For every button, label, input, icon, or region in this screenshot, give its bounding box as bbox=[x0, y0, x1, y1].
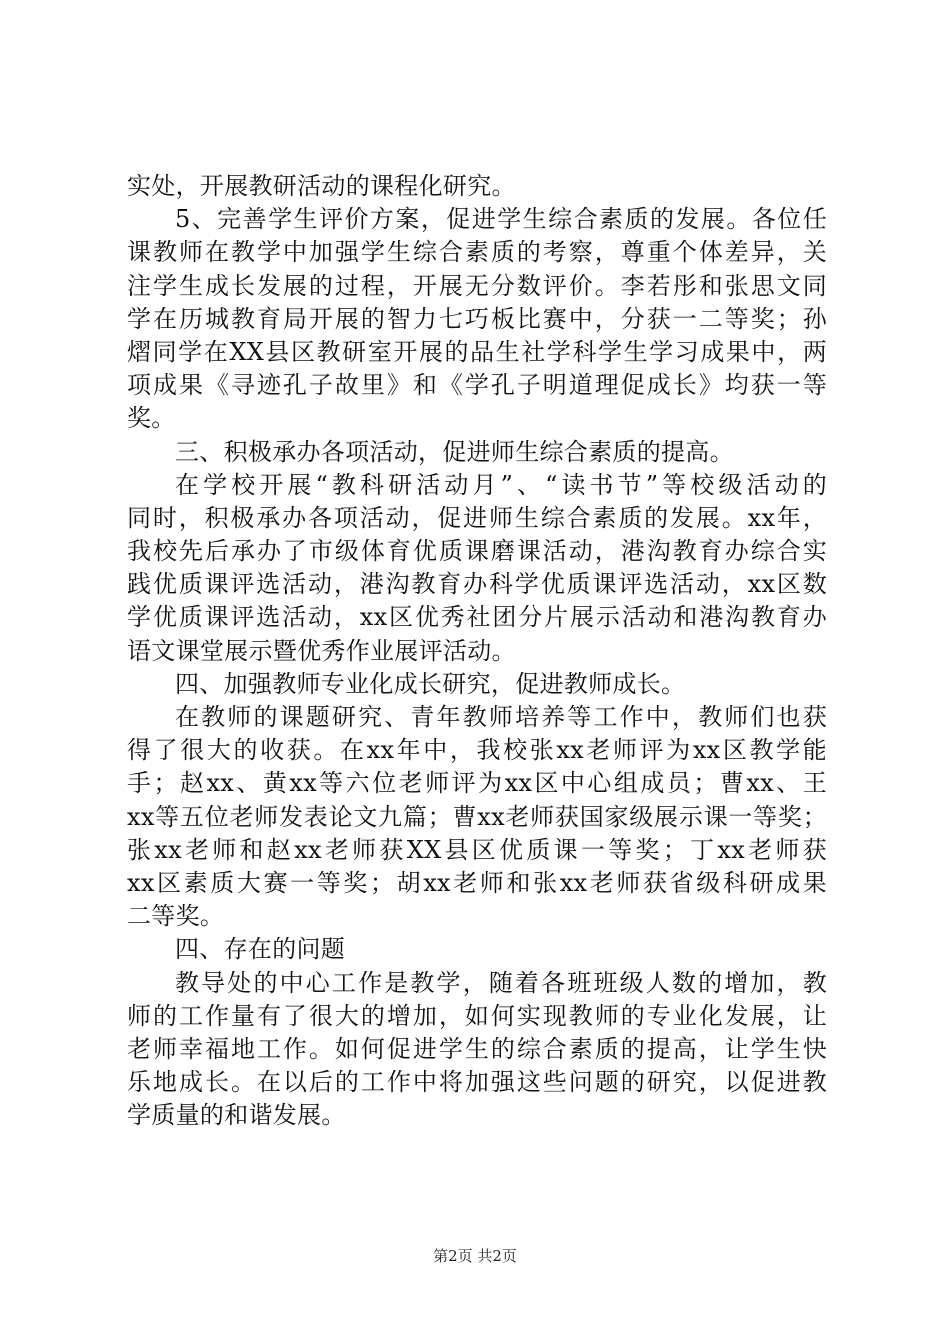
text-line: 课教师在教学中加强学生综合素质的考察，尊重个体差异，关 bbox=[127, 238, 827, 267]
text-line: 践优质课评选活动，港沟教育办科学优质课评选活动，xx区数 bbox=[127, 570, 827, 599]
text-line: 实处，开展教研活动的课程化研究。 bbox=[127, 172, 516, 200]
section-heading: 四、存在的问题 bbox=[175, 935, 346, 964]
text-line: 5、完善学生评价方案，促进学生综合素质的发展。各位任 bbox=[175, 205, 827, 234]
text-line: 在学校开展“教科研活动月”、“读书节”等校级活动的 bbox=[175, 470, 827, 499]
section-heading: 三、积极承办各项活动，促进师生综合素质的提高。 bbox=[175, 437, 734, 466]
section-heading-problems bbox=[127, 933, 827, 966]
text-line: 教导处的中心工作是教学，随着各班班级人数的增加，教 bbox=[175, 968, 827, 997]
text-line: 学在历城教育局开展的智力七巧板比赛中，分获一二等奖；孙 bbox=[127, 304, 827, 333]
text-line: 语文课堂展示暨优秀作业展评活动。 bbox=[127, 636, 516, 665]
text-line: 在教师的课题研究、青年教师培养等工作中，教师们也获 bbox=[175, 703, 827, 731]
text-line: xx等五位老师发表论文九篇；曹xx老师获国家级展示课一等奖； bbox=[127, 802, 827, 831]
text-line: 师的工作量有了很大的增加，如何实现教师的专业化发展，让 bbox=[127, 1001, 827, 1030]
text-line: 我校先后承办了市级体育优质课磨课活动，港沟教育办综合实 bbox=[127, 537, 827, 566]
text-line: 学质量的和谐发展。 bbox=[127, 1101, 346, 1130]
text-line: 乐地成长。在以后的工作中将加强这些问题的研究，以促进教 bbox=[127, 1068, 827, 1097]
text-line: xx区素质大赛一等奖；胡xx老师和张xx老师获省级科研成果 bbox=[127, 868, 827, 897]
section-heading-teacher-growth bbox=[127, 668, 827, 701]
text-line: 张xx老师和赵xx老师获XX县区优质课一等奖；丁xx老师获 bbox=[127, 835, 827, 864]
section-heading-activities bbox=[127, 436, 827, 469]
text-line: 二等奖。 bbox=[127, 902, 225, 931]
document-body bbox=[127, 170, 827, 1132]
text-line: 同时，积极承办各项活动，促进师生综合素质的发展。xx年， bbox=[127, 503, 827, 532]
section-heading: 四、加强教师专业化成长研究，促进教师成长。 bbox=[175, 669, 686, 698]
paragraph-problems bbox=[127, 967, 827, 1133]
paragraph-continuation bbox=[127, 170, 827, 203]
text-line: 老师幸福地工作。如何促进学生的综合素质的提高，让学生快 bbox=[127, 1034, 827, 1063]
paragraph-student-evaluation bbox=[127, 203, 827, 435]
text-line: 项成果《寻迹孔子故里》和《学孔子明道理促成长》均获一等 bbox=[127, 371, 827, 400]
text-line: 奖。 bbox=[127, 404, 176, 433]
text-line: 得了很大的收获。在xx年中，我校张xx老师评为xx区教学能 bbox=[127, 736, 827, 765]
text-line: 手；赵xx、黄xx等六位老师评为xx区中心组成员；曹xx、王 bbox=[127, 769, 827, 798]
text-line: 学优质课评选活动，xx区优秀社团分片展示活动和港沟教育办 bbox=[127, 603, 827, 632]
paragraph-teacher-growth bbox=[127, 701, 827, 933]
text-line: 熠同学在XX县区教研室开展的品生社学科学生学习成果中，两 bbox=[127, 337, 827, 366]
paragraph-activities bbox=[127, 469, 827, 668]
text-line: 注学生成长发展的过程，开展无分数评价。李若彤和张思文同 bbox=[127, 271, 827, 300]
page-number-footer: 第2页 共2页 bbox=[433, 1247, 517, 1265]
